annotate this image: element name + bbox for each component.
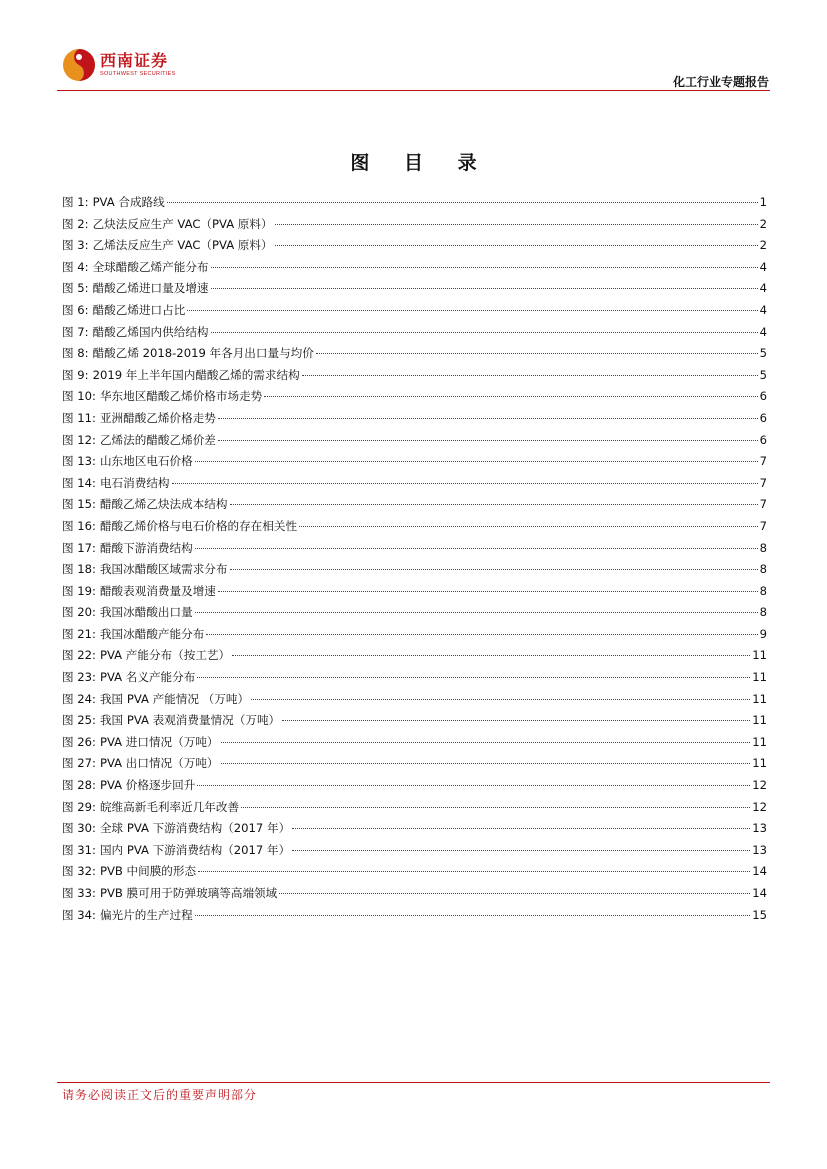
toc-entry[interactable] xyxy=(62,278,767,300)
toc-leader-dots xyxy=(292,850,750,851)
toc-entry[interactable] xyxy=(62,235,767,257)
toc-figure-number: 图 4: xyxy=(62,259,89,274)
toc-page-number: 13 xyxy=(752,842,767,857)
toc-entry[interactable] xyxy=(62,753,767,775)
company-logo xyxy=(62,48,176,82)
toc-figure-title: 全球 PVA 下游消费结构（2017 年） xyxy=(99,821,291,836)
toc-figure-number: 图 22: xyxy=(62,648,96,663)
toc-page-number: 4 xyxy=(759,259,767,274)
toc-leader-dots xyxy=(218,418,758,419)
toc-figure-number: 图 33: xyxy=(62,886,96,900)
toc-figure-number: 图 18: xyxy=(62,562,96,577)
toc-figure-number: 图 23: xyxy=(62,670,96,685)
toc-figure-number: 图 3: xyxy=(62,238,89,253)
toc-entry[interactable] xyxy=(62,192,767,214)
toc-page-number: 4 xyxy=(759,324,767,339)
toc-leader-dots xyxy=(172,483,758,484)
toc-figure-title: 醋酸乙烯进口量及增速 xyxy=(92,281,209,296)
toc-figure-title: PVA 出口情况（万吨） xyxy=(99,756,219,771)
toc-leader-dots xyxy=(221,742,751,743)
page-title: 图 目 录 xyxy=(350,152,491,174)
toc-figure-title: PVB 中间膜的形态 xyxy=(99,864,197,879)
toc-figure-number: 图 20: xyxy=(62,605,96,620)
toc-figure-number: 图 17: xyxy=(62,540,96,555)
toc-figure-title: 全球醋酸乙烯产能分布 xyxy=(92,259,209,274)
toc-leader-dots xyxy=(218,591,758,592)
toc-figure-title: 我国冰醋酸区域需求分布 xyxy=(99,562,228,577)
toc-leader-dots xyxy=(195,612,758,613)
toc-page-number: 6 xyxy=(759,389,767,404)
toc-figure-title: 皖维高新毛利率近几年改善 xyxy=(99,799,240,814)
toc-entry[interactable] xyxy=(62,861,767,883)
toc-entry[interactable] xyxy=(62,430,767,452)
toc-entry[interactable] xyxy=(62,624,767,646)
toc-figure-number: 图 11: xyxy=(62,410,96,425)
toc-figure-title: 我国 PVA 产能情况 （万吨） xyxy=(99,691,250,706)
logo-chinese-name: 西南证券 xyxy=(100,51,169,70)
toc-entry[interactable] xyxy=(62,322,767,344)
toc-figure-title: PVB 膜可用于防弹玻璃等高端领域 xyxy=(99,886,278,900)
toc-figure-title: 醋酸下游消费结构 xyxy=(99,540,193,555)
toc-figure-title: 我国冰醋酸出口量 xyxy=(99,605,193,620)
header-divider xyxy=(57,90,770,91)
toc-figure-number: 图 26: xyxy=(62,734,96,749)
toc-figure-number: 图 27: xyxy=(62,756,96,771)
toc-figure-number: 图 2: xyxy=(62,216,89,231)
toc-figure-number: 图 30: xyxy=(62,821,96,836)
toc-figure-number: 图 21: xyxy=(62,626,96,641)
toc-page-number: 12 xyxy=(752,799,767,814)
toc-figure-title: 醋酸表观消费量及增速 xyxy=(99,583,216,598)
toc-leader-dots xyxy=(197,677,750,678)
toc-figure-title: 醋酸乙烯价格与电石价格的存在相关性 xyxy=(99,518,298,533)
toc-figure-title: 华东地区醋酸乙烯价格市场走势 xyxy=(99,389,263,404)
toc-figure-number: 图 19: xyxy=(62,583,96,598)
toc-figure-title: 乙烯法反应生产 VAC（PVA 原料） xyxy=(92,238,273,253)
toc-figure-number: 图 5: xyxy=(62,281,89,296)
toc-entry[interactable] xyxy=(62,494,767,516)
toc-leader-dots xyxy=(221,763,751,764)
toc-entry[interactable] xyxy=(62,516,767,538)
toc-leader-dots xyxy=(198,871,750,872)
toc-figure-title: 乙炔法反应生产 VAC（PVA 原料） xyxy=(92,216,273,231)
toc-leader-dots xyxy=(206,634,757,635)
toc-figure-number: 图 34: xyxy=(62,907,96,922)
toc-page-number: 14 xyxy=(752,864,767,879)
toc-figure-number: 图 7: xyxy=(62,324,89,339)
toc-figure-title: PVA 价格逐步回升 xyxy=(99,778,196,793)
toc-page-number: 1 xyxy=(759,195,767,209)
toc-page-number: 11 xyxy=(752,670,767,685)
toc-figure-number: 图 29: xyxy=(62,799,96,814)
toc-page-number: 7 xyxy=(759,475,767,490)
toc-entry[interactable] xyxy=(62,365,767,387)
toc-entry[interactable] xyxy=(62,581,767,603)
toc-figure-title: 我国 PVA 表观消费量情况（万吨） xyxy=(99,713,281,728)
toc-entry[interactable] xyxy=(62,386,767,408)
toc-figure-number: 图 10: xyxy=(62,389,96,404)
toc-leader-dots xyxy=(211,267,758,268)
toc-entry[interactable] xyxy=(62,473,767,495)
toc-entry[interactable] xyxy=(62,559,767,581)
toc-entry[interactable] xyxy=(62,818,767,840)
toc-page-number: 7 xyxy=(759,497,767,512)
toc-leader-dots xyxy=(292,828,750,829)
toc-leader-dots xyxy=(264,396,757,397)
toc-leader-dots xyxy=(230,504,758,505)
toc-figure-title: 醋酸乙烯进口占比 xyxy=(92,302,186,317)
toc-page-number: 7 xyxy=(759,518,767,533)
toc-entry[interactable] xyxy=(62,732,767,754)
toc-entry[interactable] xyxy=(62,905,767,927)
toc-figure-title: 山东地区电石价格 xyxy=(99,454,193,469)
toc-page-number: 11 xyxy=(752,756,767,771)
toc-leader-dots xyxy=(187,310,757,311)
toc-entry[interactable] xyxy=(62,710,767,732)
toc-leader-dots xyxy=(167,202,758,203)
toc-figure-title: 电石消费结构 xyxy=(99,475,170,490)
toc-entry[interactable] xyxy=(62,667,767,689)
toc-page-number: 8 xyxy=(759,605,767,620)
toc-entry[interactable] xyxy=(62,538,767,560)
toc-figure-number: 图 6: xyxy=(62,302,89,317)
toc-page-number: 15 xyxy=(752,907,767,922)
toc-page-number: 6 xyxy=(759,410,767,425)
toc-page-number: 11 xyxy=(752,713,767,728)
toc-leader-dots xyxy=(275,224,758,225)
toc-page-number: 11 xyxy=(752,648,767,663)
toc-page-number: 11 xyxy=(752,691,767,706)
toc-leader-dots xyxy=(302,375,758,376)
toc-page-number: 2 xyxy=(759,216,767,231)
toc-figure-number: 图 31: xyxy=(62,842,96,857)
toc-figure-number: 图 28: xyxy=(62,778,96,793)
toc-page-number: 5 xyxy=(759,346,767,361)
toc-entry[interactable] xyxy=(62,840,767,862)
toc-page-number: 8 xyxy=(759,583,767,598)
toc-leader-dots xyxy=(275,245,758,246)
toc-figure-title: PVA 进口情况（万吨） xyxy=(99,734,219,749)
toc-figure-number: 图 15: xyxy=(62,497,96,512)
toc-leader-dots xyxy=(211,332,758,333)
toc-page-number: 8 xyxy=(759,562,767,577)
toc-entry[interactable] xyxy=(62,257,767,279)
toc-page-number: 2 xyxy=(759,238,767,253)
toc-page-number: 4 xyxy=(759,281,767,296)
toc-figure-number: 图 25: xyxy=(62,713,96,728)
toc-figure-number: 图 9: xyxy=(62,367,89,382)
toc-figure-number: 图 24: xyxy=(62,691,96,706)
toc-figure-title: 国内 PVA 下游消费结构（2017 年） xyxy=(99,842,291,857)
toc-entry[interactable] xyxy=(62,214,767,236)
toc-figure-title: PVA 产能分布（按工艺） xyxy=(99,648,231,663)
toc-page-number: 11 xyxy=(752,734,767,749)
toc-leader-dots xyxy=(197,785,750,786)
report-type-label: 化工行业专题报告 xyxy=(672,75,769,89)
toc-leader-dots xyxy=(195,548,758,549)
toc-figure-title: 2019 年上半年国内醋酸乙烯的需求结构 xyxy=(92,367,300,382)
toc-entry[interactable] xyxy=(62,602,767,624)
toc-figure-title: PVA 名义产能分布 xyxy=(99,670,196,685)
toc-figure-title: 偏光片的生产过程 xyxy=(99,907,193,922)
toc-page-number: 4 xyxy=(759,302,767,317)
toc-leader-dots xyxy=(218,440,758,441)
toc-figure-title: 乙烯法的醋酸乙烯价差 xyxy=(99,432,216,447)
toc-figure-title: PVA 合成路线 xyxy=(92,195,165,209)
toc-entry[interactable] xyxy=(62,343,767,365)
toc-entry[interactable] xyxy=(62,689,767,711)
toc-page-number: 5 xyxy=(759,367,767,382)
footer-divider xyxy=(57,1082,770,1083)
toc-leader-dots xyxy=(232,655,750,656)
toc-entry[interactable] xyxy=(62,645,767,667)
figure-list xyxy=(62,192,767,926)
footer-disclaimer: 请务必阅读正文后的重要声明部分 xyxy=(62,1088,258,1102)
toc-page-number: 9 xyxy=(759,626,767,641)
toc-entry[interactable] xyxy=(62,408,767,430)
toc-figure-number: 图 1: xyxy=(62,195,89,209)
logo-english-name: SOUTHWEST SECURITIES xyxy=(100,71,176,77)
toc-leader-dots xyxy=(211,288,758,289)
toc-leader-dots xyxy=(279,893,750,894)
toc-leader-dots xyxy=(299,526,758,527)
toc-entry[interactable] xyxy=(62,797,767,819)
toc-figure-number: 图 12: xyxy=(62,432,96,447)
toc-figure-title: 醋酸乙烯乙炔法成本结构 xyxy=(99,497,228,512)
toc-leader-dots xyxy=(241,807,750,808)
toc-entry[interactable] xyxy=(62,883,767,905)
toc-figure-number: 图 14: xyxy=(62,475,96,490)
toc-page-number: 6 xyxy=(759,432,767,447)
toc-leader-dots xyxy=(195,915,751,916)
toc-figure-number: 图 16: xyxy=(62,518,96,533)
toc-entry[interactable] xyxy=(62,300,767,322)
toc-page-number: 8 xyxy=(759,540,767,555)
toc-page-number: 7 xyxy=(759,454,767,469)
toc-page-number: 12 xyxy=(752,778,767,793)
toc-figure-title: 亚洲醋酸乙烯价格走势 xyxy=(99,410,216,425)
toc-figure-number: 图 32: xyxy=(62,864,96,879)
toc-page-number: 13 xyxy=(752,821,767,836)
toc-leader-dots xyxy=(316,353,758,354)
toc-figure-title: 我国冰醋酸产能分布 xyxy=(99,626,205,641)
toc-leader-dots xyxy=(251,699,750,700)
toc-leader-dots xyxy=(282,720,750,721)
toc-figure-title: 醋酸乙烯 2018-2019 年各月出口量与均价 xyxy=(92,346,314,361)
toc-leader-dots xyxy=(195,461,758,462)
toc-page-number: 14 xyxy=(752,886,767,900)
toc-leader-dots xyxy=(230,569,758,570)
toc-figure-number: 图 8: xyxy=(62,346,89,361)
toc-entry[interactable] xyxy=(62,775,767,797)
southwest-securities-logo-icon xyxy=(62,48,96,82)
toc-figure-number: 图 13: xyxy=(62,454,96,469)
toc-entry[interactable] xyxy=(62,451,767,473)
toc-figure-title: 醋酸乙烯国内供给结构 xyxy=(92,324,209,339)
